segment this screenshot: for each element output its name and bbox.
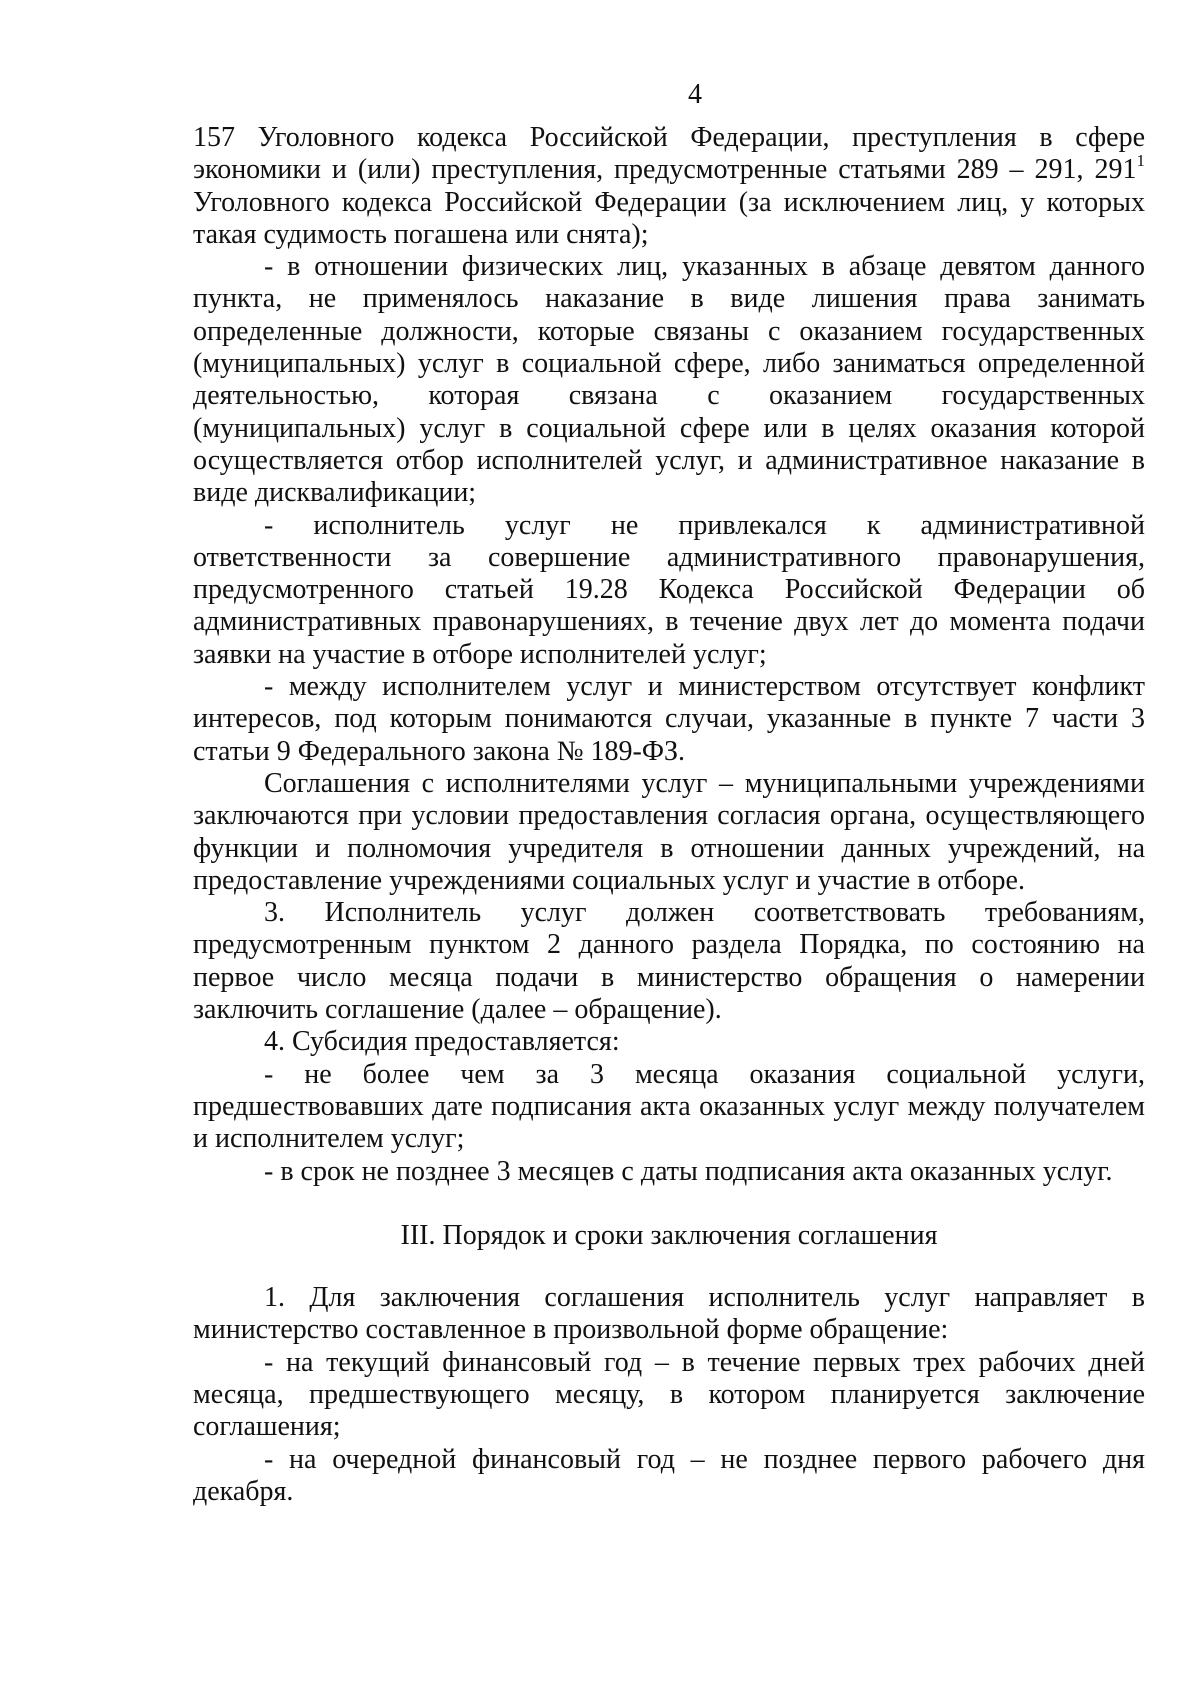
superscript-article-number: 1	[1136, 151, 1145, 171]
paragraph-agreement-request: 1. Для заключения соглашения исполнитель услуг направляет в министерство составленное в произвольной форме обращение:	[193, 1282, 1145, 1346]
paragraph-subsidy-title: 4. Субсидия предоставляется:	[264, 1026, 620, 1058]
paragraph-municipal-institutions: Соглашения с исполнителями услуг – муниципальными учреждениями заключаются при условии предоставления согласия органа, осуществляющего функции и полномочия учредителя в отношении данных учреждений, на предоставление учреждениями социальных услуг и участие в отборе.	[193, 767, 1145, 896]
document-body	[193, 122, 1145, 1508]
paragraph-conflict-of-interest: - между исполнителем услуг и министерством отсутствует конфликт интересов, под которым понимаются случаи, указанные в пункте 7 части 3 статьи 9 Федерального закона № 189-ФЗ.	[193, 671, 1145, 767]
section-heading: III. Порядок и сроки заключения соглашения	[400, 1219, 938, 1251]
paragraph-criminal-record: 157 Уголовного кодекса Российской Федерации, преступления в сфере экономики и (или) преступления, предусмотренные статьями 289 – 291, $291^1$ Уголовного кодекса Российской Федерации (за исключением лиц, у которых такая судимость погашена или снята);	[193, 122, 1145, 250]
paragraph-administrative-liability: - исполнитель услуг не привлекался к административной ответственности за совершение административного правонарушения, предусмотренного статьей 19.28 Кодекса Российской Федерации об административных правонарушениях, в течение двух лет до момента подачи заявки на участие в отборе исполнителей услуг;	[193, 509, 1145, 670]
paragraph-next-year: - на очередной финансовый год – не позднее первого рабочего дня декабря.	[193, 1443, 1145, 1507]
paragraph-subsidy-deadline: - в срок не позднее 3 месяцев с даты подписания акта оказанных услуг.	[264, 1155, 1113, 1187]
paragraph-disqualification: - в отношении физических лиц, указанных в абзаце девятом данного пункта, не применялось наказание в виде лишения права занимать определенные должности, которые связаны с оказанием государственных (муниципальных) услуг в социальной сфере, либо заниматься определенной деятельностью, которая связана с оказанием государственных (муниципальных) услуг в социальной сфере или в целях оказания которой осуществляется отбор исполнителей услуг, и административное наказание в виде дисквалификации;	[193, 251, 1145, 509]
paragraph-requirements: 3. Исполнитель услуг должен соответствовать требованиям, предусмотренным пунктом 2 данного раздела Порядка, по состоянию на первое число месяца подачи в министерство обращения о намерении заключить соглашение (далее – обращение).	[193, 897, 1145, 1026]
page-number: 4	[688, 79, 702, 110]
paragraph-subsidy-months: - не более чем за 3 месяца оказания социальной услуги, предшествовавших дате подписания акта оказанных услуг между получателем и исполнителем услуг;	[193, 1058, 1145, 1155]
paragraph-current-year: - на текущий финансовый год – в течение первых трех рабочих дней месяца, предшествующего месяцу, в котором планируется заключение соглашения;	[193, 1346, 1145, 1443]
